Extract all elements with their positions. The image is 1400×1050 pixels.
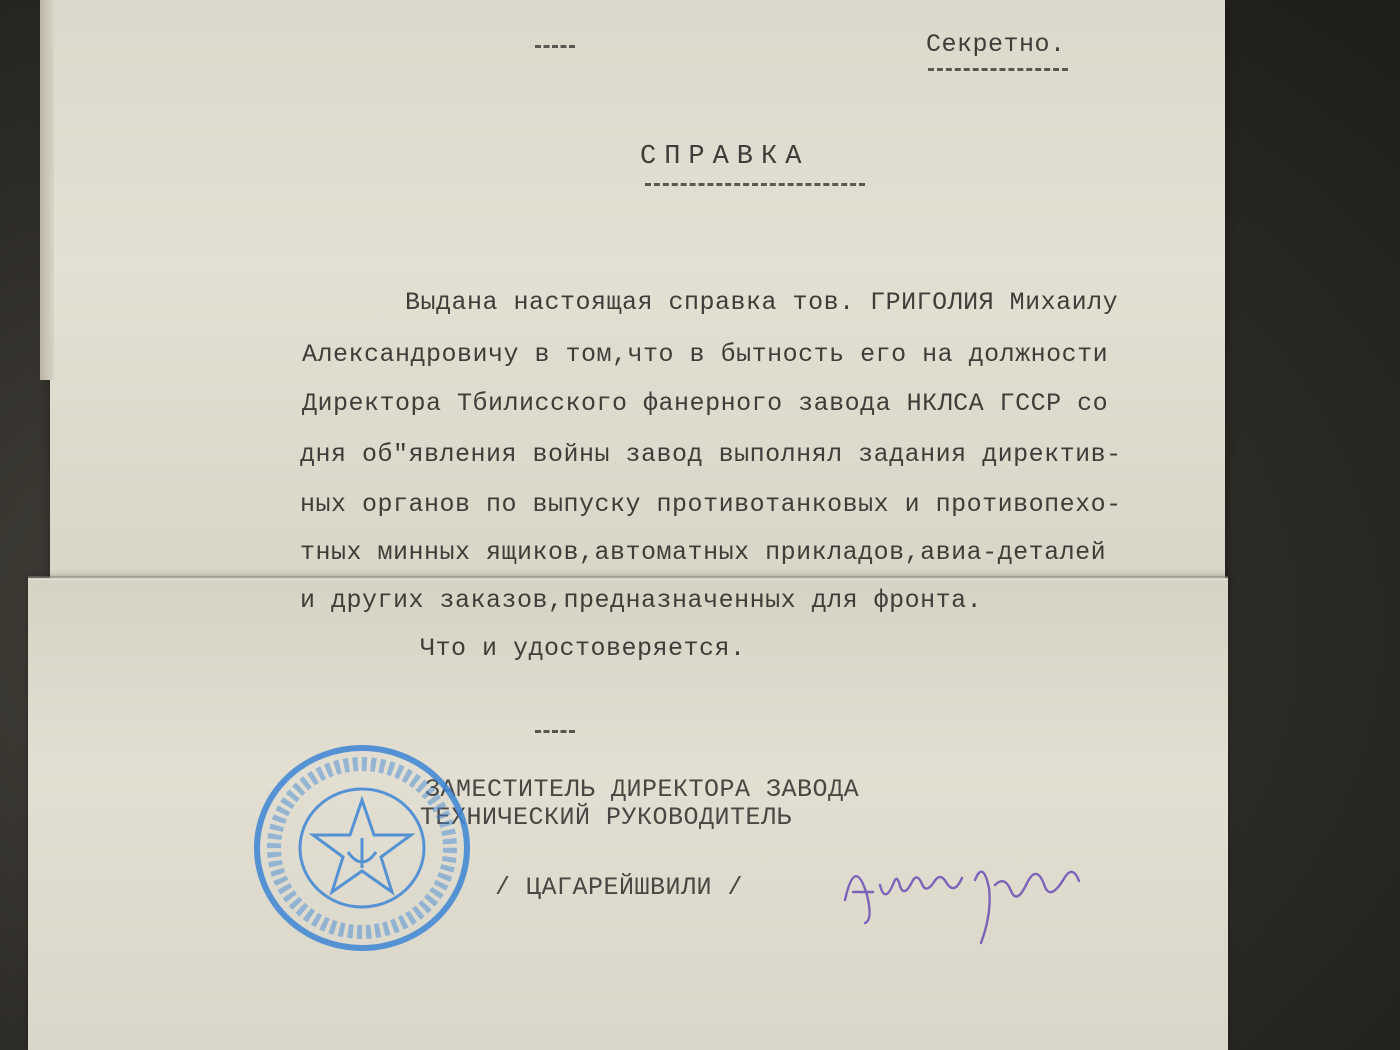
signatory-name: / ЦАГАРЕЙШВИЛИ / (495, 873, 744, 902)
typed-rule (535, 730, 575, 733)
signatory-title: ТЕХНИЧЕСКИЙ РУКОВОДИТЕЛЬ (420, 803, 793, 832)
body-line: и других заказов,предназначенных для фронта. (300, 586, 983, 615)
body-line: дня об"явления войны завод выполнял задания директив- (300, 440, 1122, 469)
handwritten-signature-icon (835, 840, 1135, 950)
title-underline (645, 183, 865, 186)
body-line: ных органов по выпуску противотанковых и противопехо- (300, 490, 1122, 519)
certification-line: Что и удостоверяется. (420, 634, 746, 663)
typed-rule (535, 45, 575, 48)
signatory-title: ЗАМЕСТИТЕЛЬ ДИРЕКТОРА ЗАВОДА (425, 775, 860, 804)
body-line: Выдана настоящая справка тов. ГРИГОЛИЯ Михаилу (405, 288, 1119, 317)
body-line: Александровичу в том,что в бытность его на должности (302, 340, 1109, 369)
classification-underline (928, 68, 1068, 71)
body-line: тных минных ящиков,автоматных прикладов,авиа-деталей (300, 538, 1107, 567)
body-line: Директора Тбилисского фанерного завода НКЛСА ГССР со (302, 389, 1109, 418)
paper-edge (40, 0, 54, 380)
fold-crease (28, 576, 1228, 580)
classification-label: Секретно. (926, 30, 1066, 59)
official-round-seal-icon (250, 740, 475, 955)
document-title: СПРАВКА (640, 142, 810, 172)
